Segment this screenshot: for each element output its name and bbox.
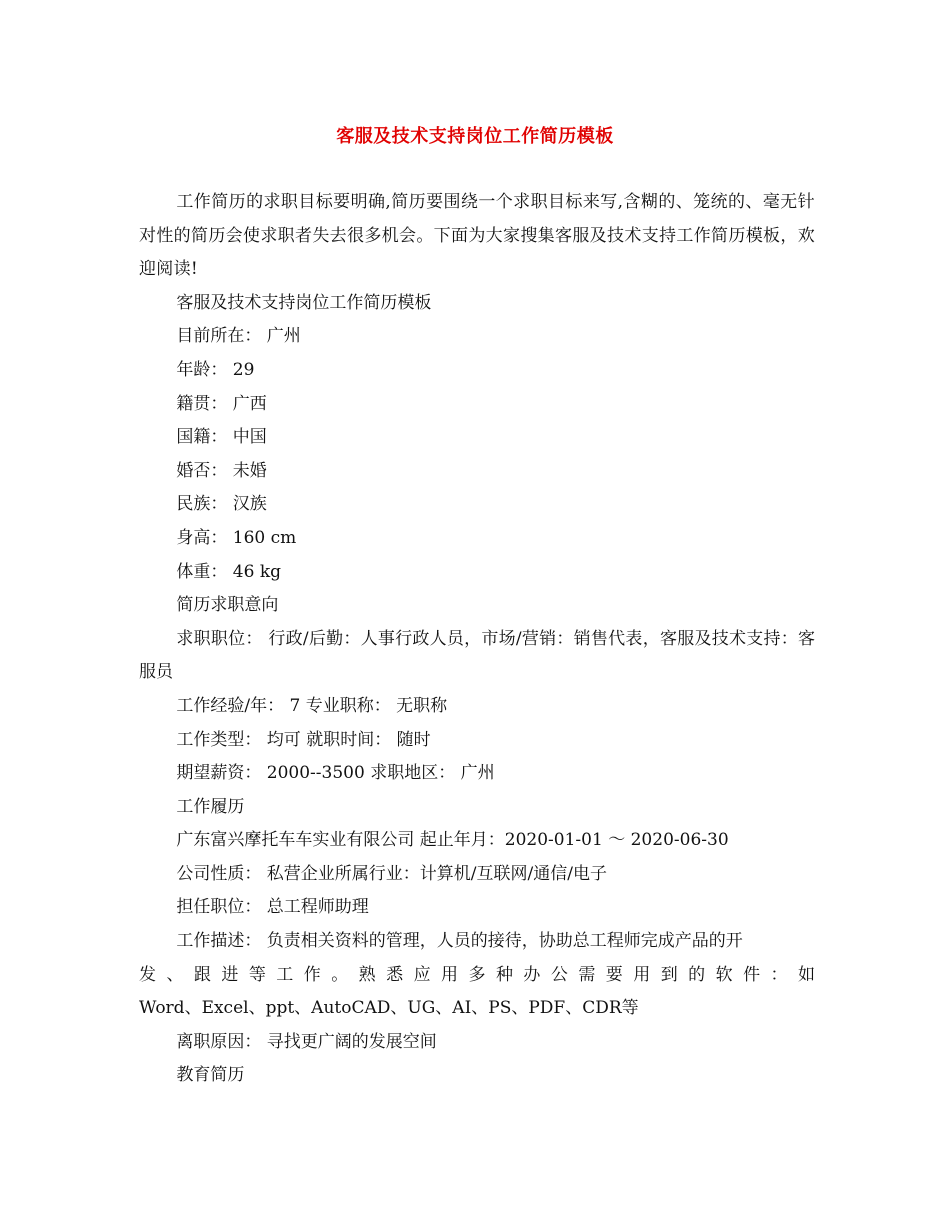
- body-line: 担任职位： 总工程师助理: [176, 897, 369, 918]
- body-line: 目前所在： 广州: [176, 326, 301, 347]
- body-line: 工作类型： 均可 就职时间： 随时: [176, 729, 431, 750]
- body-line: 教育简历: [176, 1065, 245, 1086]
- body-line: 体重： 46 kg: [176, 561, 282, 582]
- job-position-paragraph: 求职职位： 行政/后勤：人事行政人员，市场/营销：销售代表，客服及技术支持：客服员: [139, 628, 815, 683]
- document-title: 客服及技术支持岗位工作简历模板: [336, 126, 614, 147]
- body-line: 离职原因： 寻找更广阔的发展空间: [176, 1031, 437, 1052]
- body-line: 工作经验/年： 7 专业职称： 无职称: [176, 695, 448, 716]
- body-line: 婚否： 未婚: [176, 460, 267, 481]
- body-line: 公司性质： 私营企业所属行业：计算机/互联网/通信/电子: [176, 863, 607, 884]
- body-line: 工作履历: [176, 796, 245, 817]
- body-line: 年龄： 29: [176, 359, 255, 380]
- body-line: 民族： 汉族: [176, 494, 267, 515]
- work-description-line-2: 发、跟进等工作。熟悉应用多种办公需要用到的软件：如: [139, 964, 815, 985]
- body-line: 身高： 160 cm: [176, 527, 297, 548]
- work-description-line-3: Word、Excel、ppt、AutoCAD、UG、AI、PS、PDF、CDR等: [139, 998, 639, 1019]
- document-body: [139, 186, 815, 1093]
- body-line: 国籍： 中国: [176, 427, 267, 448]
- body-line: 籍贯： 广西: [176, 393, 267, 414]
- work-description-line-1: 工作描述： 负责相关资料的管理，人员的接待，协助总工程师完成产品的开: [176, 931, 743, 952]
- body-line: 期望薪资： 2000--3500 求职地区： 广州: [176, 763, 495, 784]
- intro-paragraph: 工作简历的求职目标要明确,简历要围绕一个求职目标来写,含糊的、笼统的、毫无针对性的简历会使求职者失去很多机会。下面为大家搜集客服及技术支持工作简历模板，欢迎阅读!: [139, 192, 815, 280]
- body-line: 客服及技术支持岗位工作简历模板: [176, 292, 432, 313]
- body-line: 简历求职意向: [176, 595, 279, 616]
- body-line: 广东富兴摩托车车实业有限公司 起止年月：2020-01-01 ～ 2020-06-30: [176, 830, 729, 851]
